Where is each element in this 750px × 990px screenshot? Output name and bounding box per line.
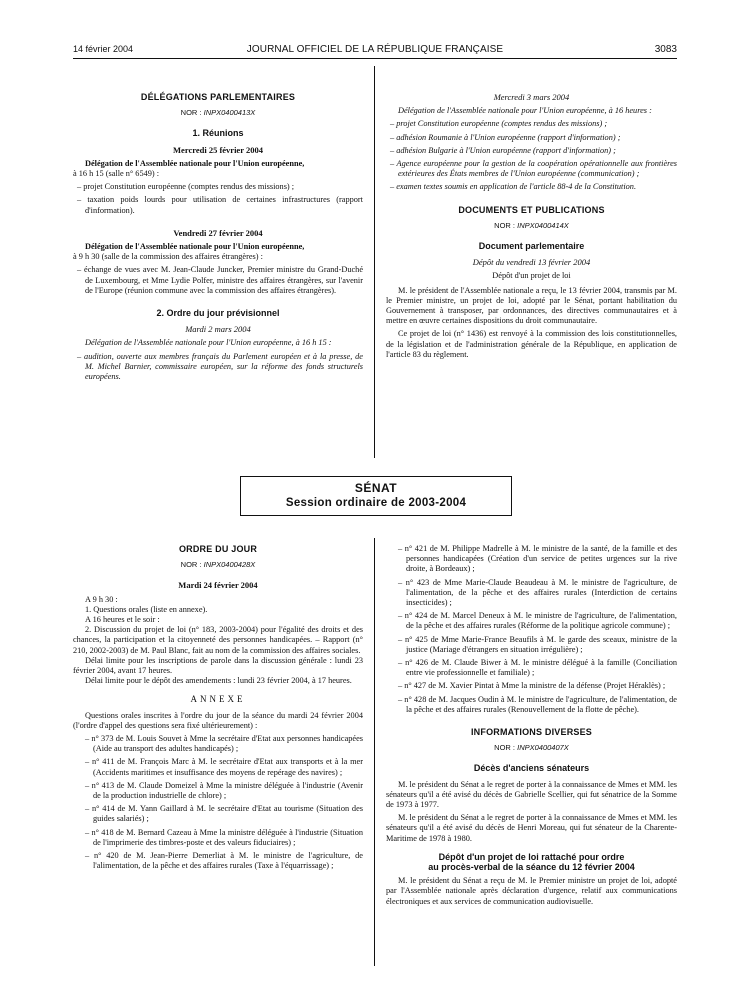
question-item: – n° 426 de M. Claude Biwer à M. le ministre délégué à la famille (Conciliation entre vie professionnelle et familiale) ; bbox=[398, 658, 677, 678]
paragraph: M. le président du Sénat a reçu de M. le Premier ministre un projet de loi, adopté par l'Assemblée nationale après déclaration d'urgence, relatif aux communications électroniques et aux services de communication audiovisuelle. bbox=[386, 876, 677, 906]
senat-title: SÉNAT bbox=[354, 481, 398, 495]
meeting-date: Mercredi 3 mars 2004 bbox=[493, 92, 570, 102]
subsection-title-ordre: 2. Ordre du jour prévisionnel bbox=[156, 308, 280, 319]
page-header bbox=[73, 44, 677, 58]
session-date: Mardi 24 février 2004 bbox=[178, 580, 258, 591]
section-title-delegations: DÉLÉGATIONS PARLEMENTAIRES bbox=[140, 92, 296, 102]
delegation-line: Délégation de l'Assemblée nationale pour l'Union européenne, à 16 h 15 (salle n° 6549) : bbox=[73, 158, 305, 179]
paragraph: M. le président du Sénat a le regret de porter à la connaissance de Mmes et MM. les sénateurs qu'il a été avisé du décès de Henri Moreau, qui fut sénateur de la Charente-Maritime de 1978 à 1980. bbox=[386, 813, 677, 843]
header-date: 14 février 2004 bbox=[73, 44, 134, 54]
senat-banner bbox=[240, 476, 512, 516]
subsection-title-deces: Décès d'anciens sénateurs bbox=[473, 763, 590, 774]
subsection-title-depot-line1: Dépôt d'un projet de loi rattaché pour ordre bbox=[438, 851, 625, 862]
question-item: – n° 413 de M. Claude Domeizel à Mme la ministre déléguée à l'industrie (Avenir de la production industrielle de chlore) ; bbox=[85, 780, 363, 801]
column-divider-top bbox=[374, 66, 375, 458]
paragraph: M. le président du Sénat a le regret de porter à la connaissance de Mmes et MM. les sénateurs qu'il a été avisé du décès de Gabrielle Scellier, qui fut sénatrice de la Somme de 1973 à 1977. bbox=[386, 779, 677, 810]
deposit-heading: Dépôt d'un projet de loi bbox=[492, 271, 571, 281]
question-item: – n° 421 de M. Philippe Madrelle à M. le ministre de la santé, de la famille et des personnes handicapées (Création d'un service de petites urgences sur la rive droite, à Bordeaux) ; bbox=[398, 544, 677, 574]
question-item: – n° 424 de M. Marcel Deneux à M. le ministre de l'agriculture, de l'alimentation, de la pêche et des affaires rurales (Réforme de la politique agricole commune) ; bbox=[398, 611, 677, 631]
delegation-line: Délégation de l'Assemblée nationale pour l'Union européenne, à 16 heures : bbox=[398, 106, 652, 116]
section-title-documents: DOCUMENTS ET PUBLICATIONS bbox=[458, 204, 605, 215]
deadline-line: Délai limite pour les inscriptions de parole dans la discussion générale : lundi 23 février 2004, avant 17 heures. bbox=[73, 655, 363, 676]
agenda-item: – Agence européenne pour la gestion de la coopération opérationnelle aux frontières extérieures des États membres de l'Union européenne (communication) ; bbox=[390, 159, 677, 179]
annexe-title: ANNEXE bbox=[190, 694, 246, 705]
paragraph: M. le président de l'Assemblée nationale a reçu, le 13 février 2004, transmis par M. le Premier ministre, un projet de loi, adopté par le Sénat, portant habilitation du Gouvernement à transposer, par ordonnances, des directives communautaires et à mettre en œuvre certaines dispositions du droit communautaire. bbox=[386, 285, 677, 326]
question-item: – n° 423 de Mme Marie-Claude Beaudeau à M. le ministre de l'agriculture, de l'alimentation, de la pêche et des affaires rurales (Interdiction de certains insecticides) ; bbox=[398, 577, 677, 608]
senat-subtitle: Session ordinaire de 2003-2004 bbox=[285, 497, 467, 509]
paragraph: Ce projet de loi (n° 1436) est renvoyé à la commission des lois constitutionnelles, de la législation et de l'administration générale de la République, en application de l'article 83 du règlement. bbox=[386, 329, 677, 359]
subsection-title-reunions: 1. Réunions bbox=[192, 128, 244, 139]
agenda-item: – taxation poids lourds pour utilisation de certaines infrastructures (rapport d'information). bbox=[77, 195, 363, 215]
header-page-number: 3083 bbox=[654, 44, 677, 55]
question-item: – n° 414 de M. Yann Gaillard à M. le secrétaire d'Etat au tourisme (Situation des guides salariés) ; bbox=[85, 804, 363, 824]
column-bottom-right bbox=[386, 544, 677, 910]
meeting-date: Mardi 2 mars 2004 bbox=[185, 324, 251, 335]
column-divider-bottom bbox=[374, 538, 375, 966]
column-top-right bbox=[386, 92, 677, 363]
agenda-line: 2. Discussion du projet de loi (n° 183, 2003-2004) pour l'égalité des droits et des chances, la participation et la citoyenneté des personnes handicapées. – Rapport (n° 210, 2002-2003) de M. Paul Blanc, fait au nom de la commission des affaires sociales. bbox=[73, 625, 363, 655]
section-title-ordre-du-jour: ORDRE DU JOUR bbox=[178, 544, 258, 554]
delegation-line: Délégation de l'Assemblée nationale pour l'Union européenne, à 16 h 15 : bbox=[85, 338, 332, 348]
time-line: A 16 heures et le soir : bbox=[85, 615, 160, 625]
question-item: – n° 411 de M. François Marc à M. le secrétaire d'Etat aux transports et à la mer (Accidents maritimes et insuffisance des moyens de repérage des navires) ; bbox=[85, 757, 363, 777]
header-journal-title: JOURNAL OFFICIEL DE LA RÉPUBLIQUE FRANÇAISE bbox=[246, 44, 504, 55]
agenda-line: 1. Questions orales (liste en annexe). bbox=[85, 604, 208, 614]
column-top-left bbox=[73, 92, 363, 385]
question-item: – n° 427 de M. Xavier Pintat à Mme la ministre de la défense (Projet Héraklès) ; bbox=[398, 681, 666, 691]
question-item: – n° 428 de M. Jacques Oudin à M. le ministre de l'agriculture, de l'alimentation, de la pêche et des affaires rurales (Renouvellement de la flotte de pêche). bbox=[398, 694, 677, 714]
meeting-date: Vendredi 27 février 2004 bbox=[173, 227, 263, 238]
agenda-item: – audition, ouverte aux membres français du Parlement européen et à la presse, de M. Michel Barnier, commissaire européen, sur la réforme des fonds structurels européens. bbox=[77, 351, 363, 382]
nor-reference: NOR : INPX0400428X bbox=[180, 560, 256, 570]
nor-reference: NOR : INPX0400414X bbox=[494, 220, 569, 230]
header-rule bbox=[73, 58, 677, 59]
deposit-date: Dépôt du vendredi 13 février 2004 bbox=[472, 257, 591, 268]
column-bottom-left bbox=[73, 544, 363, 874]
agenda-item: – adhésion Roumanie à l'Union européenne (rapport d'information) ; bbox=[390, 132, 621, 142]
agenda-item: – projet Constitution européenne (comptes rendus des missions) ; bbox=[77, 182, 295, 192]
nor-reference: NOR : INPX0400407X bbox=[494, 743, 569, 753]
time-line: A 9 h 30 : bbox=[85, 594, 118, 604]
delegation-line: Délégation de l'Assemblée nationale pour l'Union européenne, à 9 h 30 (salle de la commission des affaires étrangères) : bbox=[73, 242, 305, 262]
agenda-item: – examen textes soumis en application de l'article 88-4 de la Constitution. bbox=[390, 182, 637, 192]
question-item: – n° 373 de M. Louis Souvet à Mme la secrétaire d'Etat aux personnes handicapées (Aide au transport des adultes handicapés) ; bbox=[85, 734, 363, 754]
deadline-line: Délai limite pour le dépôt des amendements : lundi 23 février 2004, à 17 heures. bbox=[85, 676, 352, 686]
section-title-informations: INFORMATIONS DIVERSES bbox=[470, 727, 593, 738]
agenda-item: – adhésion Bulgarie à l'Union européenne (rapport d'information) ; bbox=[390, 145, 616, 155]
agenda-item: – projet Constitution européenne (comptes rendus des missions) ; bbox=[390, 119, 608, 129]
annexe-intro: Questions orales inscrites à l'ordre du jour de la séance du mardi 24 février 2004 (l'ordre d'appel des questions sera fixé ultérieurement) : bbox=[73, 710, 363, 730]
subsection-title-depot-line2: au procès-verbal de la séance du 12 février 2004 bbox=[428, 862, 635, 873]
question-item: – n° 418 de M. Bernard Cazeau à Mme la ministre déléguée à l'industrie (Situation de l'imprimerie des timbres-poste et des valeurs fiduciaires) ; bbox=[85, 827, 363, 847]
question-item: – n° 425 de Mme Marie-France Beaufils à M. le garde des sceaux, ministre de la justice (Mariage d'étrangers en situation irrégulière) ; bbox=[398, 634, 677, 654]
meeting-date: Mercredi 25 février 2004 bbox=[173, 144, 263, 155]
nor-reference: NOR : INPX0400413X bbox=[180, 108, 256, 118]
agenda-item: – échange de vues avec M. Jean-Claude Juncker, Premier ministre du Grand-Duché de Luxembourg, et Mme Lydie Polfer, ministre des affaires étrangères, sur l'avenir de l'Europe (réunion commune avec la commission des affaires étrangères). bbox=[77, 265, 363, 295]
question-item: – n° 420 de M. Jean-Pierre Demerliat à M. le ministre de l'agriculture, de l'alimentation, de la pêche et des affaires rurales (Taxe à l'équarrissage) ; bbox=[85, 851, 363, 871]
subsection-title-document: Document parlementaire bbox=[478, 241, 585, 252]
